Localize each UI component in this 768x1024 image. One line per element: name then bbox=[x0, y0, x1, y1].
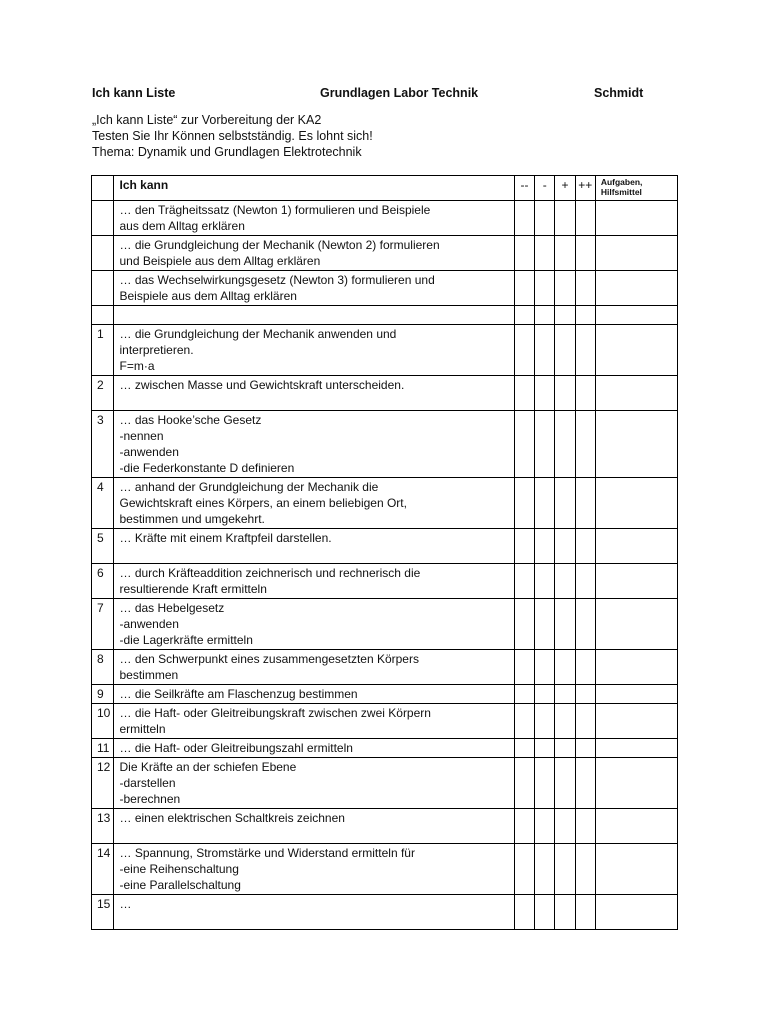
rating-very-low-cell[interactable] bbox=[514, 685, 534, 704]
competency-line: resultierende Kraft ermitteln bbox=[119, 582, 267, 596]
rating-low-cell[interactable] bbox=[535, 325, 555, 376]
rating-very-high-cell[interactable] bbox=[575, 599, 595, 650]
rating-very-high-cell[interactable] bbox=[575, 685, 595, 704]
header-title-left: Ich kann Liste bbox=[92, 86, 176, 100]
table-row bbox=[92, 306, 678, 325]
rating-low-cell[interactable] bbox=[535, 271, 555, 306]
rating-low-cell[interactable] bbox=[535, 599, 555, 650]
rating-very-high-cell[interactable] bbox=[575, 201, 595, 236]
rating-very-low-cell[interactable] bbox=[514, 201, 534, 236]
aids-cell[interactable] bbox=[595, 376, 677, 411]
competency-line: interpretieren. bbox=[119, 343, 194, 357]
aids-cell[interactable] bbox=[595, 650, 677, 685]
competency-text bbox=[114, 564, 514, 599]
competency-line: und Beispiele aus dem Alltag erklären bbox=[119, 254, 321, 268]
header-cell-ich-kann: Ich kann bbox=[114, 176, 514, 201]
row-number bbox=[92, 306, 114, 325]
aids-cell[interactable] bbox=[595, 236, 677, 271]
self-assessment-table bbox=[91, 175, 678, 930]
competency-line: … zwischen Masse und Gewichtskraft unterscheiden. bbox=[119, 378, 405, 392]
rating-high-cell[interactable] bbox=[555, 704, 575, 739]
row-number: 9 bbox=[92, 685, 114, 704]
competency-line: Beispiele aus dem Alltag erklären bbox=[119, 289, 297, 303]
aids-cell[interactable] bbox=[595, 564, 677, 599]
competency-line bbox=[119, 546, 509, 562]
rating-high-cell[interactable] bbox=[555, 325, 575, 376]
rating-high-cell[interactable] bbox=[555, 685, 575, 704]
rating-very-low-cell[interactable] bbox=[514, 844, 534, 895]
rating-very-high-cell[interactable] bbox=[575, 809, 595, 844]
rating-high-cell[interactable] bbox=[555, 306, 575, 325]
intro-line: Testen Sie Ihr Können selbstständig. Es lohnt sich! bbox=[92, 129, 373, 143]
table-row bbox=[92, 739, 678, 758]
competency-line: -berechnen bbox=[119, 792, 181, 806]
competency-line: … den Trägheitssatz (Newton 1) formulieren und Beispiele bbox=[119, 203, 431, 217]
rating-very-low-cell[interactable] bbox=[514, 478, 534, 529]
competency-text bbox=[114, 650, 514, 685]
rating-high-cell[interactable] bbox=[555, 271, 575, 306]
competency-text bbox=[114, 236, 514, 271]
competency-line: … das Wechselwirkungsgesetz (Newton 3) formulieren und bbox=[119, 273, 435, 287]
competency-line: Die Kräfte an der schiefen Ebene bbox=[119, 760, 297, 774]
competency-line: … durch Kräfteaddition zeichnerisch und rechnerisch die bbox=[119, 566, 421, 580]
table-row bbox=[92, 704, 678, 739]
rating-high-cell[interactable] bbox=[555, 809, 575, 844]
header-cell-rating-very-low: -- bbox=[514, 176, 534, 201]
row-number: 7 bbox=[92, 599, 114, 650]
row-number: 1 bbox=[92, 325, 114, 376]
rating-very-low-cell[interactable] bbox=[514, 895, 534, 930]
table-row bbox=[92, 758, 678, 809]
table-row bbox=[92, 411, 678, 478]
header-cell-rating-high: + bbox=[555, 176, 575, 201]
competency-line bbox=[119, 393, 509, 409]
competency-text bbox=[114, 306, 514, 325]
header-cell-number bbox=[92, 176, 114, 201]
competency-line: -die Lagerkräfte ermitteln bbox=[119, 633, 253, 647]
rating-very-high-cell[interactable] bbox=[575, 271, 595, 306]
rating-very-high-cell[interactable] bbox=[575, 650, 595, 685]
rating-low-cell[interactable] bbox=[535, 411, 555, 478]
row-number: 8 bbox=[92, 650, 114, 685]
table-row bbox=[92, 809, 678, 844]
aids-cell[interactable] bbox=[595, 271, 677, 306]
header-cell-aids: Aufgaben, Hilfsmittel bbox=[595, 176, 677, 201]
aids-cell[interactable] bbox=[595, 704, 677, 739]
rating-low-cell[interactable] bbox=[535, 529, 555, 564]
rating-low-cell[interactable] bbox=[535, 236, 555, 271]
rating-low-cell[interactable] bbox=[535, 478, 555, 529]
rating-low-cell[interactable] bbox=[535, 809, 555, 844]
table-row bbox=[92, 271, 678, 306]
rating-low-cell[interactable] bbox=[535, 739, 555, 758]
table-body bbox=[92, 201, 678, 930]
rating-low-cell[interactable] bbox=[535, 201, 555, 236]
row-number: 13 bbox=[92, 809, 114, 844]
intro-line: Thema: Dynamik und Grundlagen Elektrotechnik bbox=[92, 145, 362, 159]
aids-cell[interactable] bbox=[595, 529, 677, 564]
rating-high-cell[interactable] bbox=[555, 236, 575, 271]
row-number: 10 bbox=[92, 704, 114, 739]
competency-line: … die Grundgleichung der Mechanik (Newton 2) formulieren bbox=[119, 238, 440, 252]
competency-text bbox=[114, 758, 514, 809]
competency-text bbox=[114, 739, 514, 758]
rating-high-cell[interactable] bbox=[555, 599, 575, 650]
row-number bbox=[92, 201, 114, 236]
row-number: 6 bbox=[92, 564, 114, 599]
competency-line: Gewichtskraft eines Körpers, an einem beliebigen Ort, bbox=[119, 496, 407, 510]
table-row bbox=[92, 599, 678, 650]
competency-line: ermitteln bbox=[119, 722, 166, 736]
aids-cell[interactable] bbox=[595, 844, 677, 895]
row-number: 11 bbox=[92, 739, 114, 758]
competency-line: … einen elektrischen Schaltkreis zeichnen bbox=[119, 811, 345, 825]
aids-cell[interactable] bbox=[595, 201, 677, 236]
rating-very-high-cell[interactable] bbox=[575, 844, 595, 895]
competency-text bbox=[114, 271, 514, 306]
competency-line: -anwenden bbox=[119, 617, 179, 631]
competency-text bbox=[114, 685, 514, 704]
rating-very-high-cell[interactable] bbox=[575, 758, 595, 809]
rating-low-cell[interactable] bbox=[535, 650, 555, 685]
row-number: 4 bbox=[92, 478, 114, 529]
rating-low-cell[interactable] bbox=[535, 895, 555, 930]
rating-very-high-cell[interactable] bbox=[575, 739, 595, 758]
intro-block bbox=[92, 112, 373, 160]
competency-line: … Spannung, Stromstärke und Widerstand ermitteln für bbox=[119, 846, 415, 860]
rating-low-cell[interactable] bbox=[535, 685, 555, 704]
competency-line: bestimmen und umgekehrt. bbox=[119, 512, 265, 526]
rating-high-cell[interactable] bbox=[555, 895, 575, 930]
aids-cell[interactable] bbox=[595, 325, 677, 376]
aids-cell[interactable] bbox=[595, 809, 677, 844]
aids-cell[interactable] bbox=[595, 895, 677, 930]
rating-very-low-cell[interactable] bbox=[514, 376, 534, 411]
competency-line: aus dem Alltag erklären bbox=[119, 219, 245, 233]
competency-line: … die Haft- oder Gleitreibungszahl ermitteln bbox=[119, 741, 353, 755]
header-cell-rating-low: - bbox=[535, 176, 555, 201]
row-number: 15 bbox=[92, 895, 114, 930]
competency-line: -eine Reihenschaltung bbox=[119, 862, 239, 876]
table-row bbox=[92, 564, 678, 599]
competency-line: -anwenden bbox=[119, 445, 179, 459]
rating-low-cell[interactable] bbox=[535, 564, 555, 599]
aids-cell[interactable] bbox=[595, 411, 677, 478]
competency-text bbox=[114, 704, 514, 739]
rating-high-cell[interactable] bbox=[555, 844, 575, 895]
rating-low-cell[interactable] bbox=[535, 376, 555, 411]
rating-very-low-cell[interactable] bbox=[514, 411, 534, 478]
rating-very-high-cell[interactable] bbox=[575, 236, 595, 271]
competency-line: -nennen bbox=[119, 429, 164, 443]
competency-text bbox=[114, 809, 514, 844]
rating-very-high-cell[interactable] bbox=[575, 895, 595, 930]
table-row bbox=[92, 895, 678, 930]
rating-low-cell[interactable] bbox=[535, 704, 555, 739]
competency-line: -eine Parallelschaltung bbox=[119, 878, 241, 892]
rating-very-low-cell[interactable] bbox=[514, 704, 534, 739]
competency-text bbox=[114, 325, 514, 376]
rating-very-low-cell[interactable] bbox=[514, 271, 534, 306]
rating-very-low-cell[interactable] bbox=[514, 758, 534, 809]
competency-line bbox=[119, 912, 509, 928]
rating-very-high-cell[interactable] bbox=[575, 306, 595, 325]
competency-text bbox=[114, 844, 514, 895]
rating-low-cell[interactable] bbox=[535, 306, 555, 325]
competency-line bbox=[119, 826, 509, 842]
competency-line: … das Hooke’sche Gesetz bbox=[119, 413, 262, 427]
competency-line: … den Schwerpunkt eines zusammengesetzten Körpers bbox=[119, 652, 419, 666]
rating-very-high-cell[interactable] bbox=[575, 376, 595, 411]
table-header-row bbox=[92, 176, 678, 201]
row-number: 3 bbox=[92, 411, 114, 478]
competency-line: … bbox=[119, 897, 132, 911]
rating-high-cell[interactable] bbox=[555, 478, 575, 529]
rating-high-cell[interactable] bbox=[555, 411, 575, 478]
rating-low-cell[interactable] bbox=[535, 758, 555, 809]
competency-line: … die Seilkräfte am Flaschenzug bestimmen bbox=[119, 687, 358, 701]
table-row bbox=[92, 478, 678, 529]
row-number: 2 bbox=[92, 376, 114, 411]
intro-line: „Ich kann Liste“ zur Vorbereitung der KA2 bbox=[92, 113, 322, 127]
rating-high-cell[interactable] bbox=[555, 376, 575, 411]
rating-very-low-cell[interactable] bbox=[514, 564, 534, 599]
rating-very-high-cell[interactable] bbox=[575, 325, 595, 376]
rating-very-low-cell[interactable] bbox=[514, 809, 534, 844]
rating-very-high-cell[interactable] bbox=[575, 529, 595, 564]
rating-high-cell[interactable] bbox=[555, 739, 575, 758]
row-number: 12 bbox=[92, 758, 114, 809]
header-title-center: Grundlagen Labor Technik bbox=[320, 86, 479, 100]
header-author: Schmidt bbox=[594, 86, 644, 100]
table-row bbox=[92, 650, 678, 685]
row-number bbox=[92, 236, 114, 271]
table-row bbox=[92, 376, 678, 411]
competency-line: -die Federkonstante D definieren bbox=[119, 461, 295, 475]
rating-high-cell[interactable] bbox=[555, 201, 575, 236]
competency-text bbox=[114, 895, 514, 930]
competency-text bbox=[114, 529, 514, 564]
aids-cell[interactable] bbox=[595, 306, 677, 325]
competency-line: F=m·a bbox=[119, 359, 155, 373]
rating-high-cell[interactable] bbox=[555, 650, 575, 685]
competency-line: … die Haft- oder Gleitreibungskraft zwischen zwei Körpern bbox=[119, 706, 431, 720]
rating-very-high-cell[interactable] bbox=[575, 564, 595, 599]
rating-high-cell[interactable] bbox=[555, 564, 575, 599]
row-number: 5 bbox=[92, 529, 114, 564]
competency-line: bestimmen bbox=[119, 668, 179, 682]
competency-text bbox=[114, 376, 514, 411]
competency-text bbox=[114, 478, 514, 529]
competency-text bbox=[114, 201, 514, 236]
table-row bbox=[92, 844, 678, 895]
aids-cell[interactable] bbox=[595, 739, 677, 758]
rating-very-low-cell[interactable] bbox=[514, 236, 534, 271]
aids-cell[interactable] bbox=[595, 685, 677, 704]
table-row bbox=[92, 201, 678, 236]
table-row bbox=[92, 529, 678, 564]
competency-line: -darstellen bbox=[119, 776, 176, 790]
rating-very-high-cell[interactable] bbox=[575, 704, 595, 739]
rating-very-low-cell[interactable] bbox=[514, 529, 534, 564]
table-row bbox=[92, 685, 678, 704]
rating-high-cell[interactable] bbox=[555, 529, 575, 564]
aids-cell[interactable] bbox=[595, 478, 677, 529]
rating-high-cell[interactable] bbox=[555, 758, 575, 809]
competency-text bbox=[114, 411, 514, 478]
row-number bbox=[92, 271, 114, 306]
rating-very-low-cell[interactable] bbox=[514, 650, 534, 685]
table-row bbox=[92, 236, 678, 271]
aids-cell[interactable] bbox=[595, 599, 677, 650]
competency-line bbox=[119, 307, 509, 323]
table-row bbox=[92, 325, 678, 376]
rating-very-high-cell[interactable] bbox=[575, 478, 595, 529]
competency-line: … anhand der Grundgleichung der Mechanik die bbox=[119, 480, 379, 494]
rating-very-low-cell[interactable] bbox=[514, 599, 534, 650]
competency-line: … Kräfte mit einem Kraftpfeil darstellen. bbox=[119, 531, 332, 545]
rating-low-cell[interactable] bbox=[535, 844, 555, 895]
rating-very-low-cell[interactable] bbox=[514, 306, 534, 325]
rating-very-low-cell[interactable] bbox=[514, 739, 534, 758]
row-number: 14 bbox=[92, 844, 114, 895]
competency-line: … das Hebelgesetz bbox=[119, 601, 225, 615]
competency-text bbox=[114, 599, 514, 650]
rating-very-high-cell[interactable] bbox=[575, 411, 595, 478]
competency-line: … die Grundgleichung der Mechanik anwenden und bbox=[119, 327, 397, 341]
aids-cell[interactable] bbox=[595, 758, 677, 809]
rating-very-low-cell[interactable] bbox=[514, 325, 534, 376]
header-cell-rating-very-high: ++ bbox=[575, 176, 595, 201]
